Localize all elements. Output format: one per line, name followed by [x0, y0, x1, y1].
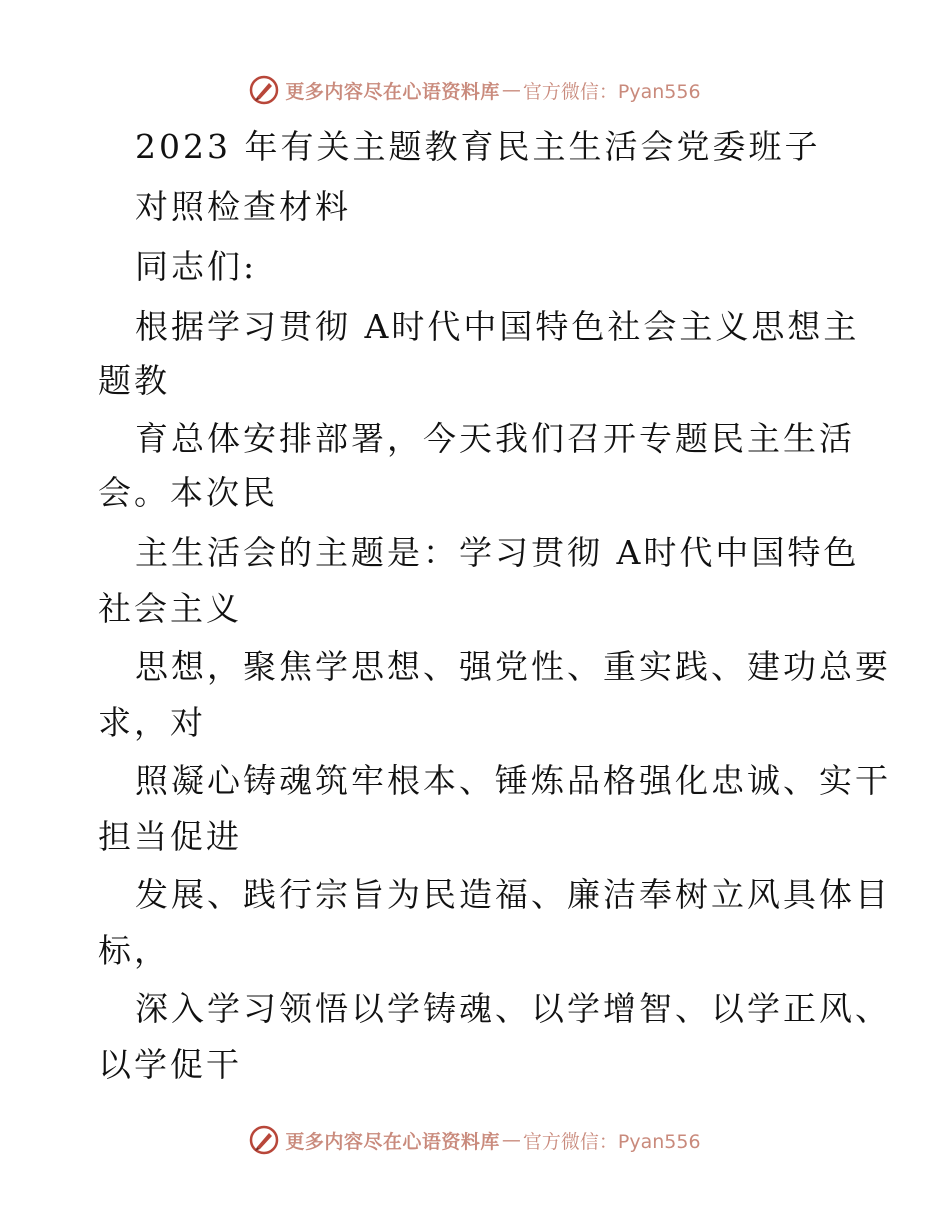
banner-separator: —	[501, 79, 521, 101]
footer-watermark-banner	[0, 1120, 950, 1160]
paragraph-line: 育总体安排部署，今天我们召开专题民主生活	[135, 419, 855, 458]
paragraph-line: 担当促进	[98, 817, 242, 856]
pen-logo-icon	[249, 75, 279, 105]
paragraph-line: 题教	[98, 361, 170, 400]
paragraph-line: 以学促干	[98, 1045, 242, 1084]
paragraph-line: 会。本次民	[98, 473, 278, 512]
pen-logo-icon	[249, 1125, 279, 1155]
banner-title: 更多内容尽在心语资料库	[285, 1130, 500, 1153]
paragraph-line: 根据学习贯彻 A时代中国特色社会主义思想主	[135, 307, 860, 346]
paragraph-line: 社会主义	[98, 589, 242, 628]
document-title-line-2: 对照检查材料	[135, 187, 351, 226]
paragraph-line: 照凝心铸魂筑牢根本、锤炼品格强化忠诚、实干	[135, 761, 891, 800]
paragraph-line: 思想，聚焦学思想、强党性、重实践、建功总要	[135, 647, 891, 686]
banner-separator: —	[501, 1129, 521, 1151]
paragraph-line: 发展、践行宗旨为民造福、廉洁奉树立风具体目	[135, 875, 891, 914]
paragraph-line: 深入学习领悟以学铸魂、以学增智、以学正风、	[135, 989, 891, 1028]
banner-wechat: 官方微信：Pyan556	[522, 1130, 701, 1153]
banner-wechat: 官方微信：Pyan556	[522, 80, 701, 103]
document-title-line-1: 2023 年有关主题教育民主生活会党委班子	[135, 127, 821, 166]
paragraph-line: 主生活会的主题是：学习贯彻 A时代中国特色	[135, 533, 860, 572]
paragraph-line: 求，对	[98, 703, 206, 742]
header-watermark-banner	[0, 70, 950, 110]
banner-title: 更多内容尽在心语资料库	[285, 80, 500, 103]
paragraph-line: 标，	[98, 931, 170, 970]
salutation: 同志们:	[135, 247, 258, 286]
